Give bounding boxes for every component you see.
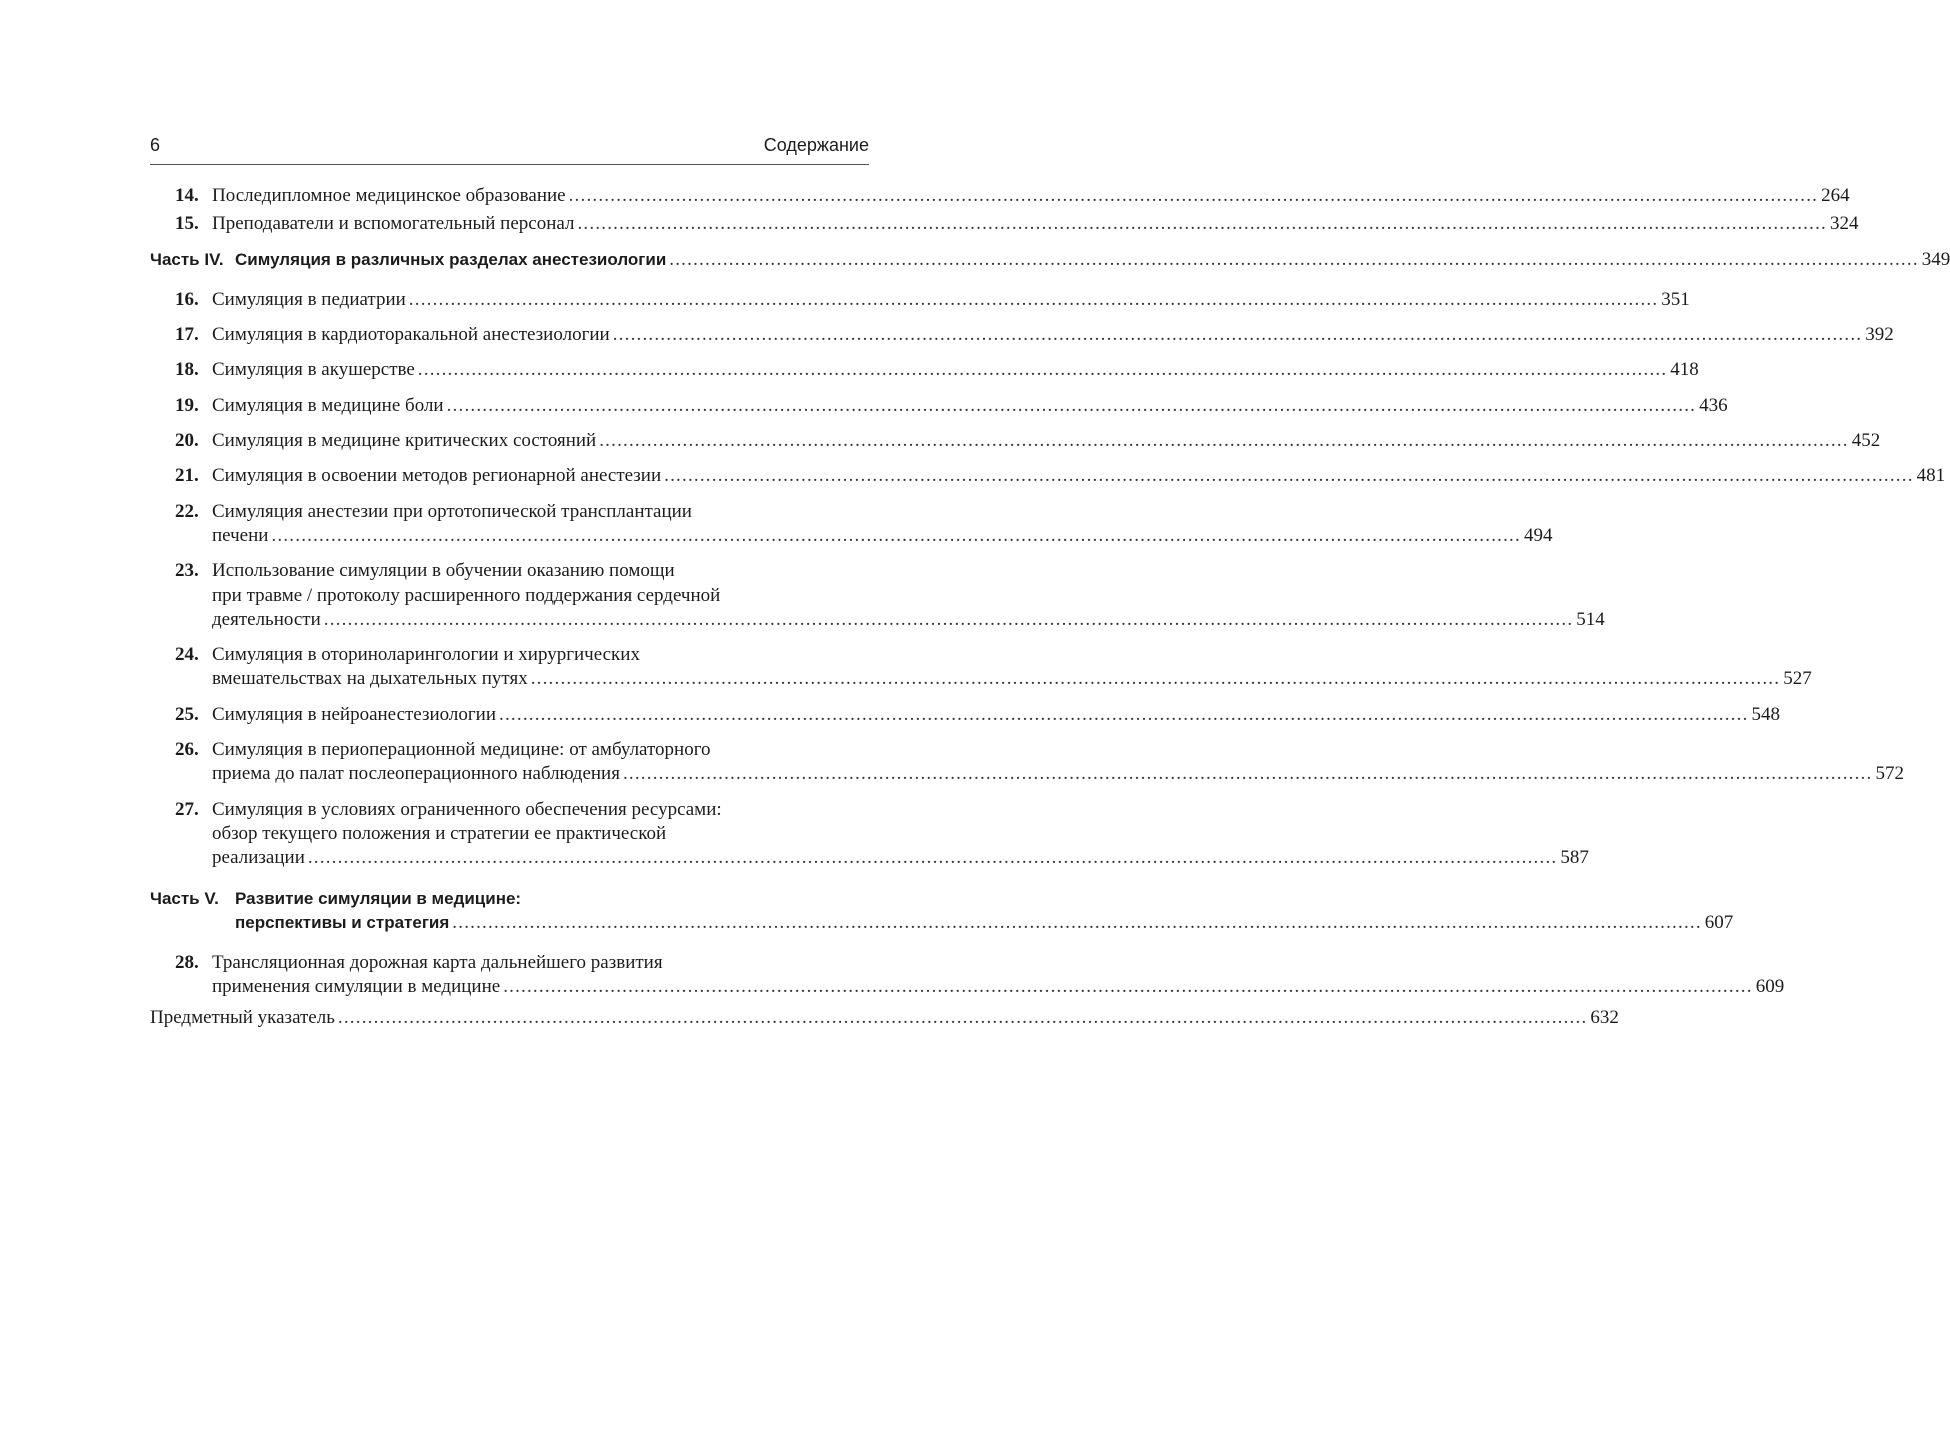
title-line: деятельности [212, 608, 321, 630]
title-line: Симуляция в медицине боли [212, 394, 444, 416]
dot-leader: .................................................................................................................................................................................................................. [307, 847, 1558, 869]
toc-chapter-entry[interactable] [150, 464, 1946, 488]
chapter-number: 26. [175, 739, 199, 761]
chapter-number: 15. [175, 213, 199, 235]
title-line: Преподаватели и вспомогательный персонал [212, 213, 575, 235]
page-ref[interactable]: 349 [1921, 248, 1950, 270]
title-line: Симуляция в акушерстве [212, 359, 415, 381]
header-rule [150, 164, 869, 165]
entry-title [235, 887, 1734, 936]
chapter-number: 16. [175, 288, 199, 310]
entry-title [212, 559, 1605, 632]
page-ref[interactable]: 607 [1704, 911, 1734, 933]
entry-title [212, 323, 1894, 347]
dot-leader: .................................................................................................................................................................................................................. [622, 763, 1873, 785]
title-line: Симуляция в различных разделах анестезиологии [235, 249, 667, 269]
title-line: Развитие симуляции в медицине: [235, 888, 522, 908]
chapter-number: 21. [175, 465, 199, 487]
chapter-number: 17. [175, 324, 199, 346]
toc-chapter-entry[interactable] [150, 184, 1850, 208]
toc-chapter-entry[interactable] [150, 738, 1904, 787]
title-line: Симуляция в оториноларингологии и хирургических [212, 644, 640, 666]
title-line: Трансляционная дорожная карта дальнейшего развития [212, 952, 663, 974]
page-ref[interactable]: 514 [1576, 608, 1605, 630]
chapter-number: 24. [175, 644, 199, 666]
dot-leader: .................................................................................................................................................................................................................. [599, 430, 1849, 452]
title-line: Предметный указатель [150, 1006, 335, 1028]
title-line: Симуляция в освоении методов регионарной анестезии [212, 465, 662, 487]
toc-chapter-entry[interactable] [150, 500, 1553, 549]
page-ref[interactable]: 264 [1821, 185, 1850, 206]
table-of-contents [150, 184, 1950, 1030]
dot-leader: .................................................................................................................................................................................................................. [271, 524, 1521, 546]
page-ref[interactable]: 494 [1523, 524, 1553, 546]
title-line: Симуляция в нейроанестезиологии [212, 703, 497, 725]
dot-leader: .................................................................................................................................................................................................................. [446, 394, 1697, 416]
chapter-number: 25. [175, 703, 199, 725]
page-ref[interactable]: 351 [1661, 288, 1690, 310]
toc-chapter-entry[interactable] [150, 323, 1894, 347]
page-ref[interactable]: 587 [1560, 847, 1589, 869]
dot-leader: .................................................................................................................................................................................................................. [503, 976, 1753, 998]
toc-chapter-entry[interactable] [150, 951, 1785, 1000]
entry-title [212, 643, 1812, 692]
entry-title [212, 358, 1699, 382]
toc-chapter-entry[interactable] [150, 212, 1859, 236]
toc-chapter-entry[interactable] [150, 703, 1781, 727]
title-line: перспективы и стратегия [235, 912, 450, 932]
toc-chapter-entry[interactable] [150, 798, 1589, 871]
title-line: при травме / протоколу расширенного поддержания сердечной [212, 584, 721, 606]
page-ref[interactable]: 481 [1916, 465, 1946, 487]
entry-title [212, 951, 1785, 1000]
title-line: приема до палат послеоперационного наблюдения [212, 763, 620, 785]
toc-chapter-entry[interactable] [150, 429, 1881, 453]
title-line: Симуляция в периоперационной медицине: от амбулаторного [212, 739, 711, 761]
chapter-number: 14. [175, 185, 199, 206]
part-number: Часть IV. [150, 249, 224, 269]
toc-index-entry[interactable] [150, 1006, 1619, 1030]
title-line: Симуляция в кардиоторакальной анестезиологии [212, 324, 610, 346]
chapter-number: 23. [175, 560, 199, 582]
running-title: Содержание [763, 135, 869, 155]
page-ref[interactable]: 572 [1875, 763, 1904, 785]
entry-title [212, 703, 1781, 727]
entry-title [212, 500, 1553, 549]
chapter-number: 27. [175, 798, 199, 820]
entry-title [235, 248, 1950, 272]
part-number: Часть V. [150, 888, 219, 908]
title-line: Симуляция в условиях ограниченного обеспечения ресурсами: [212, 798, 722, 820]
chapter-number: 28. [175, 952, 199, 974]
title-line: печени [212, 524, 269, 546]
entry-title [212, 184, 1850, 208]
entry-title [212, 394, 1728, 418]
page-ref[interactable]: 609 [1755, 976, 1785, 998]
page-ref[interactable]: 632 [1590, 1006, 1619, 1028]
page-ref[interactable]: 392 [1865, 324, 1894, 346]
dot-leader: .................................................................................................................................................................................................................. [337, 1006, 1588, 1028]
title-line: Использование симуляции в обучении оказанию помощи [212, 560, 675, 582]
toc-chapter-entry[interactable] [150, 559, 1605, 632]
toc-chapter-entry[interactable] [150, 358, 1699, 382]
title-line: реализации [212, 847, 305, 869]
entry-title [212, 288, 1690, 312]
dot-leader: .................................................................................................................................................................................................................. [669, 248, 1919, 270]
page-ref[interactable]: 527 [1783, 668, 1812, 690]
page-ref[interactable]: 548 [1751, 703, 1781, 725]
chapter-number: 22. [175, 500, 199, 522]
title-line: Симуляция в педиатрии [212, 288, 406, 310]
dot-leader: .................................................................................................................................................................................................................. [612, 324, 1863, 346]
entry-title [212, 429, 1881, 453]
toc-part-entry[interactable] [150, 248, 1950, 272]
entry-title [212, 738, 1904, 787]
title-line: Симуляция анестезии при ортотопической трансплантации [212, 500, 692, 522]
dot-leader: .................................................................................................................................................................................................................. [577, 213, 1827, 235]
chapter-number: 20. [175, 430, 199, 452]
title-line: обзор текущего положения и стратегии ее практической [212, 822, 667, 844]
dot-leader: .................................................................................................................................................................................................................. [568, 185, 1819, 206]
dot-leader: .................................................................................................................................................................................................................. [417, 359, 1668, 381]
page-ref[interactable]: 418 [1670, 359, 1699, 381]
entry-title [212, 798, 1589, 871]
dot-leader: .................................................................................................................................................................................................................. [323, 608, 1574, 630]
entry-title [212, 212, 1859, 236]
dot-leader: .................................................................................................................................................................................................................. [499, 703, 1749, 725]
title-line: применения симуляции в медицине [212, 976, 501, 998]
chapter-number: 19. [175, 394, 199, 416]
entry-title [150, 1006, 1619, 1030]
chapter-number: 18. [175, 359, 199, 381]
title-line: Симуляция в медицине критических состояний [212, 430, 597, 452]
title-line: вмешательствах на дыхательных путях [212, 668, 528, 690]
dot-leader: .................................................................................................................................................................................................................. [664, 465, 1914, 487]
dot-leader: .................................................................................................................................................................................................................. [530, 668, 1781, 690]
entry-title [212, 464, 1946, 488]
page-ref[interactable]: 324 [1829, 213, 1859, 235]
toc-part-entry[interactable] [150, 887, 1734, 936]
toc-chapter-entry[interactable] [150, 394, 1728, 418]
toc-chapter-entry[interactable] [150, 288, 1690, 312]
page-ref[interactable]: 436 [1699, 394, 1728, 416]
dot-leader: .................................................................................................................................................................................................................. [452, 911, 1702, 933]
page-number: 6 [150, 135, 161, 155]
toc-chapter-entry[interactable] [150, 643, 1812, 692]
page-ref[interactable]: 452 [1851, 430, 1881, 452]
dot-leader: .................................................................................................................................................................................................................. [408, 288, 1659, 310]
title-line: Последипломное медицинское образование [212, 185, 566, 206]
